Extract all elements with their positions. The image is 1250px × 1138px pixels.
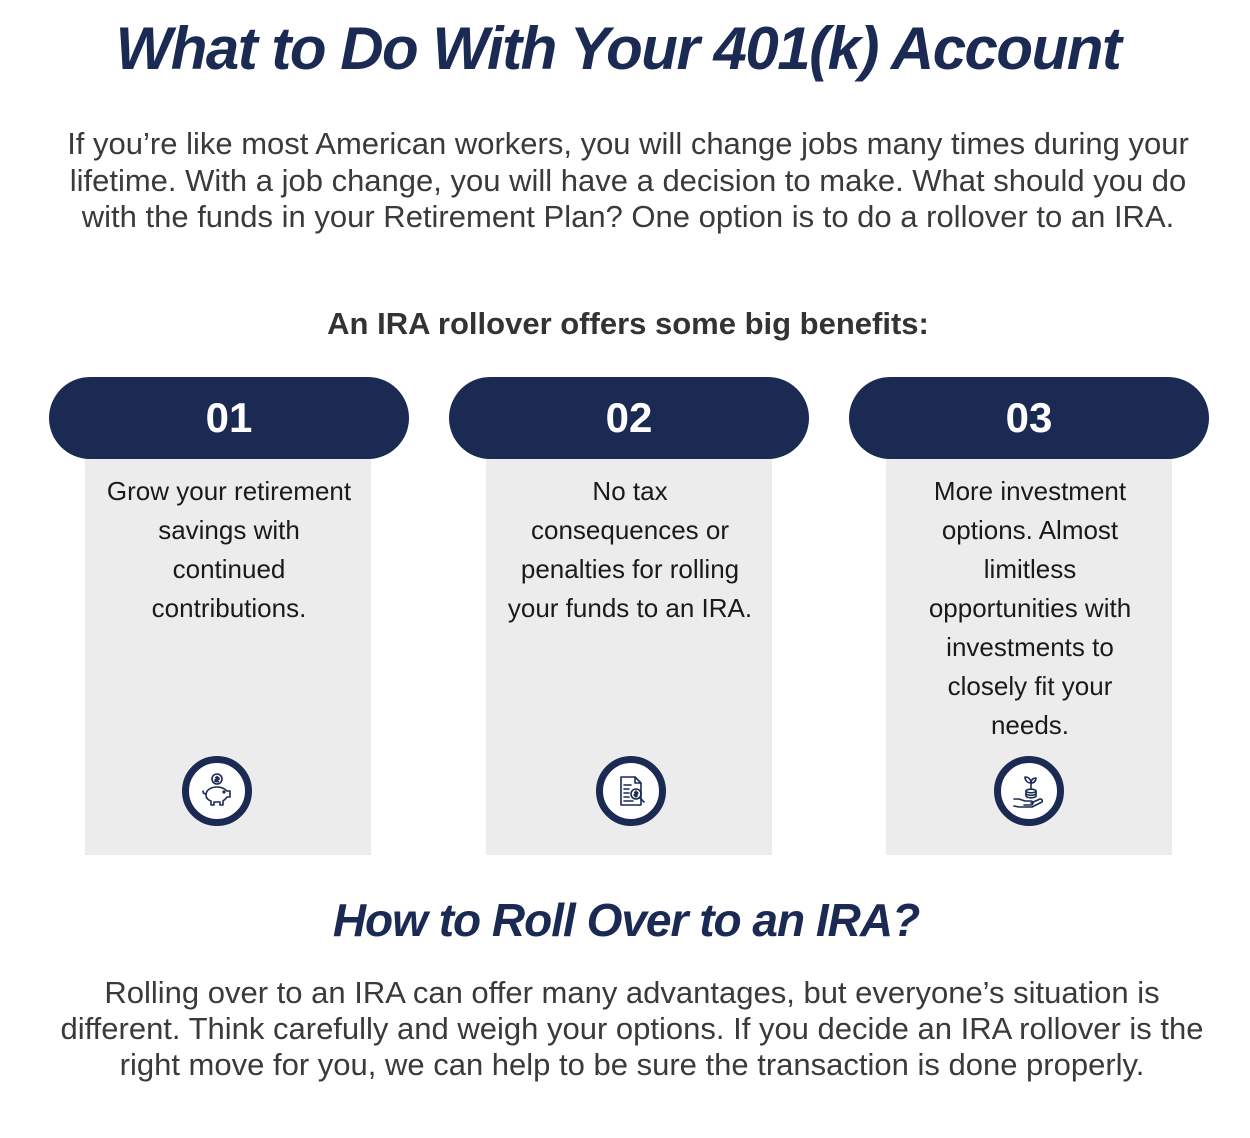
benefit-text-1: Grow your retirement savings with continued contributions. xyxy=(106,476,352,623)
benefits-heading: An IRA rollover offers some big benefits: xyxy=(327,306,929,341)
rollover-section-title: How to Roll Over to an IRA? xyxy=(332,894,920,946)
piggy-bank-icon xyxy=(182,756,252,826)
tax-document-icon xyxy=(596,756,666,826)
intro-paragraph: If you’re like most American workers, you will change jobs many times during your lifetime. With a job change, you will have a decision to make. What should you do with the funds in your Retirement Plan? One option is to do a rollover to an IRA. xyxy=(67,126,1189,234)
benefit-text-3: More investment options. Almost limitless opportunities with investments to closely fit your needs. xyxy=(928,476,1132,740)
rollover-paragraph: Rolling over to an IRA can offer many advantages, but everyone’s situation is different. Think carefully and weigh your options. If you decide an IRA rollover is the right move for you, we can help to be sure the transaction is done properly. xyxy=(60,975,1204,1082)
hand-coins-plant-icon xyxy=(994,756,1064,826)
benefit-number-badge-1: 01 xyxy=(49,377,409,459)
benefit-number-badge-2: 02 xyxy=(449,377,809,459)
benefit-number-badge-3: 03 xyxy=(849,377,1209,459)
benefit-text-2: No tax consequences or penalties for rolling your funds to an IRA. xyxy=(507,476,753,623)
page-title: What to Do With Your 401(k) Account xyxy=(115,15,1121,82)
